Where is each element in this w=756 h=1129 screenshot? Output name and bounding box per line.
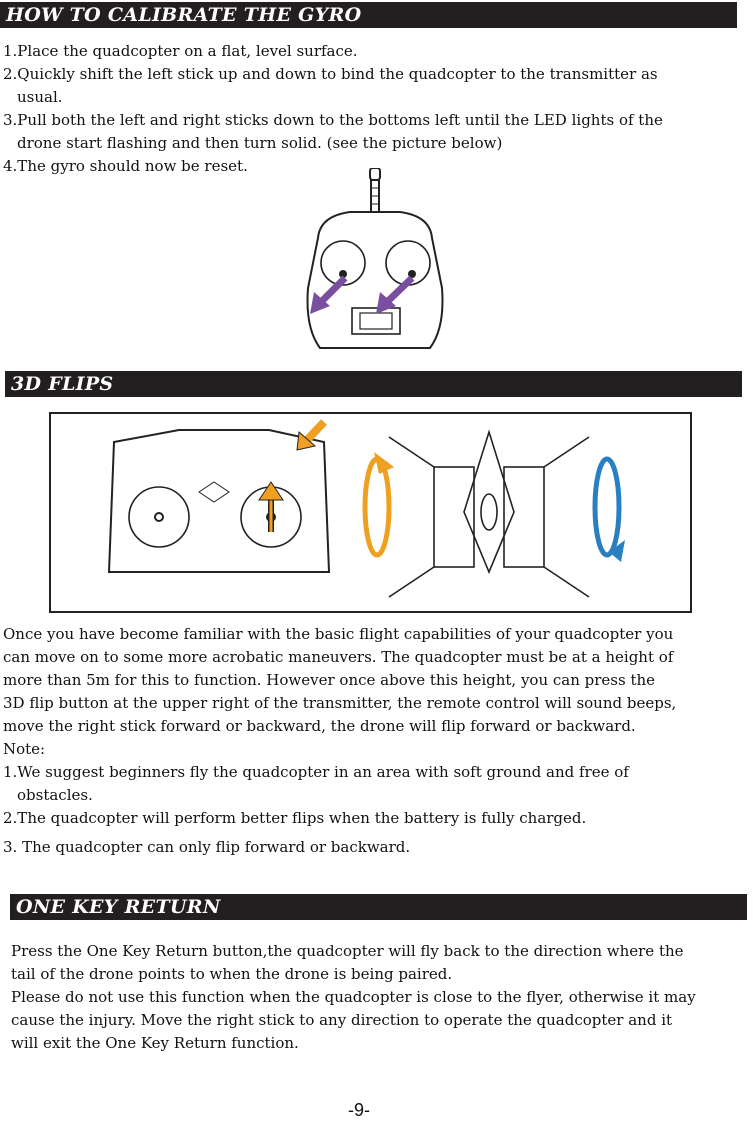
section-heading-flips: 3D FLIPS <box>5 371 742 397</box>
return-body-line: cause the injury. Move the right stick to any direction to operate the quadcopter and it <box>11 1011 673 1029</box>
flips-body-line: 3D flip button at the upper right of the transmitter, the remote control will sound beeps, <box>3 694 677 712</box>
flips-body-line: can move on to some more acrobatic maneuvers. The quadcopter must be at a height of <box>3 648 674 666</box>
flip-illustration <box>49 412 692 613</box>
gyro-steps <box>3 40 663 178</box>
flips-body-line: more than 5m for this to function. However once above this height, you can press the <box>3 671 656 689</box>
return-body-line: Please do not use this function when the quadcopter is close to the flyer, otherwise it may <box>11 988 696 1006</box>
note-item-cont: obstacles. <box>17 786 93 804</box>
flips-body-line: Once you have become familiar with the basic flight capabilities of your quadcopter you <box>3 625 674 643</box>
return-body-line: Press the One Key Return button,the quadcopter will fly back to the direction where the <box>11 942 684 960</box>
gyro-step-1: 1.Place the quadcopter on a flat, level surface. <box>3 42 358 60</box>
flips-notes <box>3 738 629 859</box>
gyro-step-3: 3.Pull both the left and right sticks down to the bottoms left until the LED lights of the <box>3 111 663 129</box>
gyro-step-3-cont: drone start flashing and then turn solid. (see the picture below) <box>17 134 503 152</box>
note-title: Note: <box>3 740 46 758</box>
flips-body-line: move the right stick forward or backward, the drone will flip forward or backward. <box>3 717 636 735</box>
gyro-step-4: 4.The gyro should now be reset. <box>3 157 248 175</box>
return-body-line: will exit the One Key Return function. <box>11 1034 299 1052</box>
section-heading-gyro: HOW TO CALIBRATE THE GYRO <box>0 2 737 28</box>
gyro-step-2: 2.Quickly shift the left stick up and down to bind the quadcopter to the transmitter as <box>3 65 658 83</box>
section-heading-return: ONE KEY RETURN <box>10 894 747 920</box>
note-item: 3. The quadcopter can only flip forward or backward. <box>3 838 411 856</box>
page-number: -9- <box>348 1100 370 1120</box>
flips-body <box>3 623 676 738</box>
return-body-line: tail of the drone points to when the drone is being paired. <box>11 965 453 983</box>
note-item: 2.The quadcopter will perform better flips when the battery is fully charged. <box>3 809 587 827</box>
note-item: 1.We suggest beginners fly the quadcopter in an area with soft ground and free of <box>3 763 629 781</box>
return-body <box>11 940 696 1055</box>
transmitter-calibration-illustration <box>300 168 450 358</box>
gyro-step-2-cont: usual. <box>17 88 63 106</box>
